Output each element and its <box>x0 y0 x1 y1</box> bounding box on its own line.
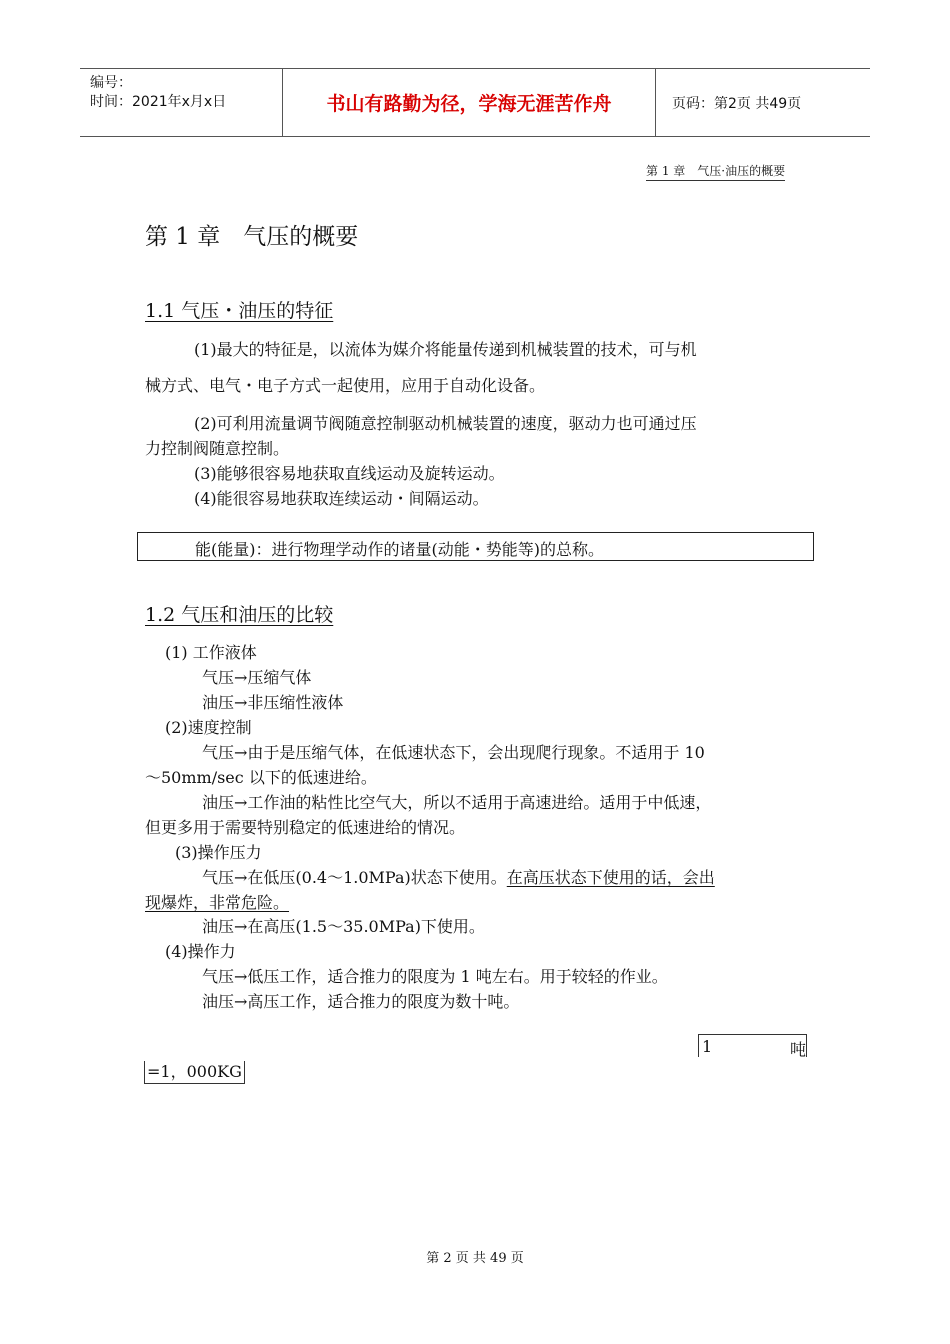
header-page-text: 页码：第2页 共49页 <box>672 95 802 112</box>
item-3-heading: (3)操作压力 <box>175 843 262 862</box>
chapter-title: 第 1 章 气压的概要 <box>145 224 359 250</box>
section-2-title: 1.2 气压和油压的比较 <box>145 604 334 626</box>
item-2-heading: (2)速度控制 <box>165 718 252 737</box>
section-1-para-2b: 力控制阀随意控制。 <box>145 439 290 458</box>
item-2-oil-line-1: 油压→工作油的粘性比空气大，所以不适用于高速进给。适用于中低速， <box>202 793 712 812</box>
definition-box <box>137 532 814 561</box>
kg-note-box <box>144 1061 245 1084</box>
item-1-heading: (1) 工作液体 <box>165 643 257 662</box>
ton-note-number: 1 <box>702 1037 713 1056</box>
item-4-oil: 油压→高压工作，适合推力的限度为数十吨。 <box>202 992 520 1011</box>
item-4-air: 气压→低压工作，适合推力的限度为 1 吨左右。用于较轻的作业。 <box>202 967 668 986</box>
item-2-oil-line-2: 但更多用于需要特别稳定的低速进给的情况。 <box>145 818 466 837</box>
running-head: 第 1 章 气压·油压的概要 <box>646 162 785 181</box>
section-1-para-1a: (1)最大的特征是，以流体为媒介将能量传递到机械装置的技术，可与机 <box>194 340 697 359</box>
section-1-para-3: (3)能够很容易地获取直线运动及旋转运动。 <box>194 464 505 483</box>
header-page-label <box>664 69 870 136</box>
section-1-para-1b: 械方式、电气・电子方式一起使用，应用于自动化设备。 <box>145 376 546 395</box>
section-1-para-4: (4)能很容易地获取连续运动・间隔运动。 <box>194 489 489 508</box>
item-3-air-warning: 在高压状态下使用的话，会出 <box>506 868 715 887</box>
header-date-label: 时间：2021年x月x日 <box>90 94 227 110</box>
item-2-air-line-1: 气压→由于是压缩气体，在低速状态下，会出现爬行现象。不适用于 10 <box>202 743 705 762</box>
document-header <box>80 68 870 137</box>
item-1-oil: 油压→非压缩性液体 <box>202 693 344 712</box>
page-footer: 第 2 页 共 49 页 <box>426 1251 524 1266</box>
ton-note-unit: 吨 <box>789 1040 806 1059</box>
item-3-air-plain: 气压→在低压(0.4～1.0MPa)状态下使用。 <box>202 868 507 887</box>
item-3-air-line-2: 现爆炸，非常危险。 <box>145 893 290 912</box>
item-3-oil: 油压→在高压(1.5～35.0MPa)下使用。 <box>202 917 485 936</box>
item-4-heading: (4)操作力 <box>165 942 236 961</box>
kg-note-text: =1，000KG <box>147 1062 242 1081</box>
section-1-title: 1.1 气压・油压的特征 <box>145 300 334 322</box>
definition-text: 能(能量)：进行物理学动作的诸量(动能・势能等)的总称。 <box>195 540 604 559</box>
section-1-para-2a: (2)可利用流量调节阀随意控制驱动机械装置的速度，驱动力也可通过压 <box>194 414 697 433</box>
ton-note-box <box>698 1034 807 1057</box>
header-motto: 书山有路勤为径，学海无涯苦作舟 <box>282 69 656 136</box>
header-number-label: 编号： <box>90 75 132 91</box>
header-meta-cell <box>80 69 282 136</box>
item-3-air-line-1 <box>202 865 715 888</box>
item-2-air-line-2: ～50mm/sec 以下的低速进给。 <box>145 768 377 787</box>
item-1-air: 气压→压缩气体 <box>202 668 312 687</box>
